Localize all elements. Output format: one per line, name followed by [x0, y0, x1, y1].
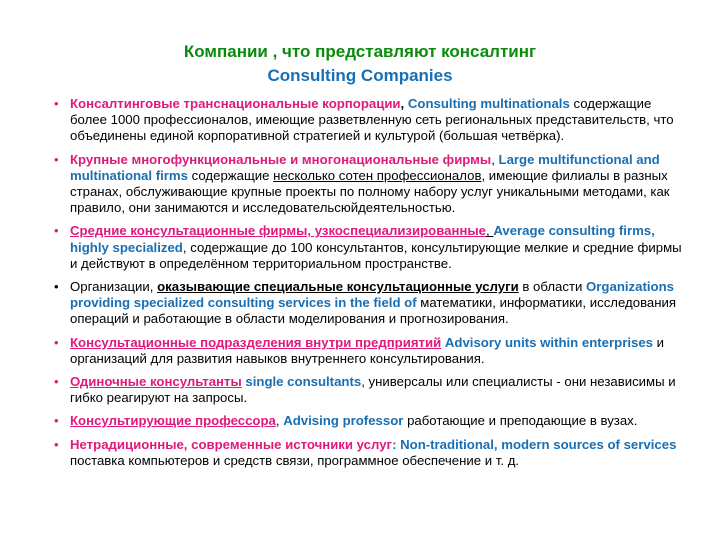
item-lead: Организации,	[70, 279, 158, 295]
list-item	[54, 374, 684, 406]
title-russian: Компании , что представляют консалтинг	[183, 42, 537, 61]
item-term-en: single consultants	[245, 374, 362, 390]
bullet-icon: •	[54, 436, 59, 452]
item-separator: ,	[400, 96, 408, 111]
item-term-en: Average consulting firms, highly specialized	[70, 223, 655, 255]
item-term-ru: Консультационные подразделения внутри предприятий	[70, 334, 442, 350]
item-separator: ,	[491, 151, 499, 167]
item-term-ru: Консалтинговые транснациональные корпорации	[70, 96, 401, 111]
item-term-en: Advisory units within enterprises	[444, 334, 654, 350]
item-term-ru: Средние консультационные фирмы, узкоспециализированные	[70, 223, 487, 239]
item-term-ru: Консультирующие профессора	[70, 413, 276, 429]
item-description: работающие и преподающие в вузах.	[403, 413, 638, 429]
list-item	[54, 96, 684, 145]
list-item	[54, 152, 684, 217]
bullet-icon: •	[54, 374, 59, 390]
bullet-icon: •	[54, 223, 59, 239]
item-separator: :	[392, 436, 401, 452]
item-separator: ,	[486, 223, 494, 239]
item-term-en: Advising professor	[283, 413, 404, 429]
list-item	[54, 437, 684, 469]
item-term-en: Consulting multinationals	[407, 96, 570, 111]
item-term-ru: Крупные многофункциональные и многонациональные фирмы	[70, 151, 492, 167]
item-description: , универсалы или специалисты - они независимы и гибко реагируют на запросы.	[70, 374, 676, 406]
item-description: содержащие более 1000 профессионалов, имеющие разветвленную сеть региональных представительств, что объединены единой корпоративной стратегией и культурой (большая четвёрка).	[70, 96, 674, 144]
item-description: и организаций для развития навыков внутреннего консультирования.	[70, 334, 665, 366]
item-description-underlined: несколько сотен профессионалов	[273, 167, 482, 183]
item-description: , содержащие до 100 консультантов, консультирующие мелкие и средние фирмы и действуют в определённом территориальном пространстве.	[70, 239, 682, 271]
bullet-icon: •	[54, 413, 59, 429]
item-term-en: Large multifunctional and multinational firms	[70, 151, 660, 183]
bullet-icon: •	[54, 96, 59, 111]
item-description: поставка компьютеров и средств связи, программное обеспечение и т. д.	[70, 452, 520, 468]
title-english: Consulting Companies	[267, 66, 453, 85]
item-term-en: Non-traditional, modern sources of services	[400, 436, 677, 452]
item-separator: ,	[275, 413, 284, 429]
item-term-ru: Одиночные консультанты	[70, 374, 242, 390]
item-term-ru: Нетрадиционные, современные источники услуг	[70, 436, 393, 452]
item-description: математики, информатики, исследования операций и работающие в области моделирования и прогнозирования.	[70, 295, 677, 327]
list-item	[54, 279, 684, 328]
bullet-icon: •	[54, 151, 59, 167]
list-item	[54, 335, 684, 367]
item-description: содержащие	[187, 167, 274, 183]
list-item	[54, 223, 684, 272]
item-term-ru: оказывающие специальные консультационные услуги	[157, 279, 519, 295]
item-description: , имеющие филиалы в разных странах, обслуживающие крупные проекты по полному набору услуг уникальными методами, как правило, они занимаются и исследовательсюйдеятельностью.	[70, 167, 670, 216]
bullet-icon: •	[54, 334, 59, 350]
bullet-icon: •	[54, 279, 59, 295]
item-mid: в области	[518, 279, 587, 295]
item-term-en: Organizations providing specialized consulting services in the field of	[70, 279, 674, 311]
bullet-list	[54, 96, 684, 476]
list-item	[54, 413, 684, 429]
slide-title	[0, 40, 720, 88]
